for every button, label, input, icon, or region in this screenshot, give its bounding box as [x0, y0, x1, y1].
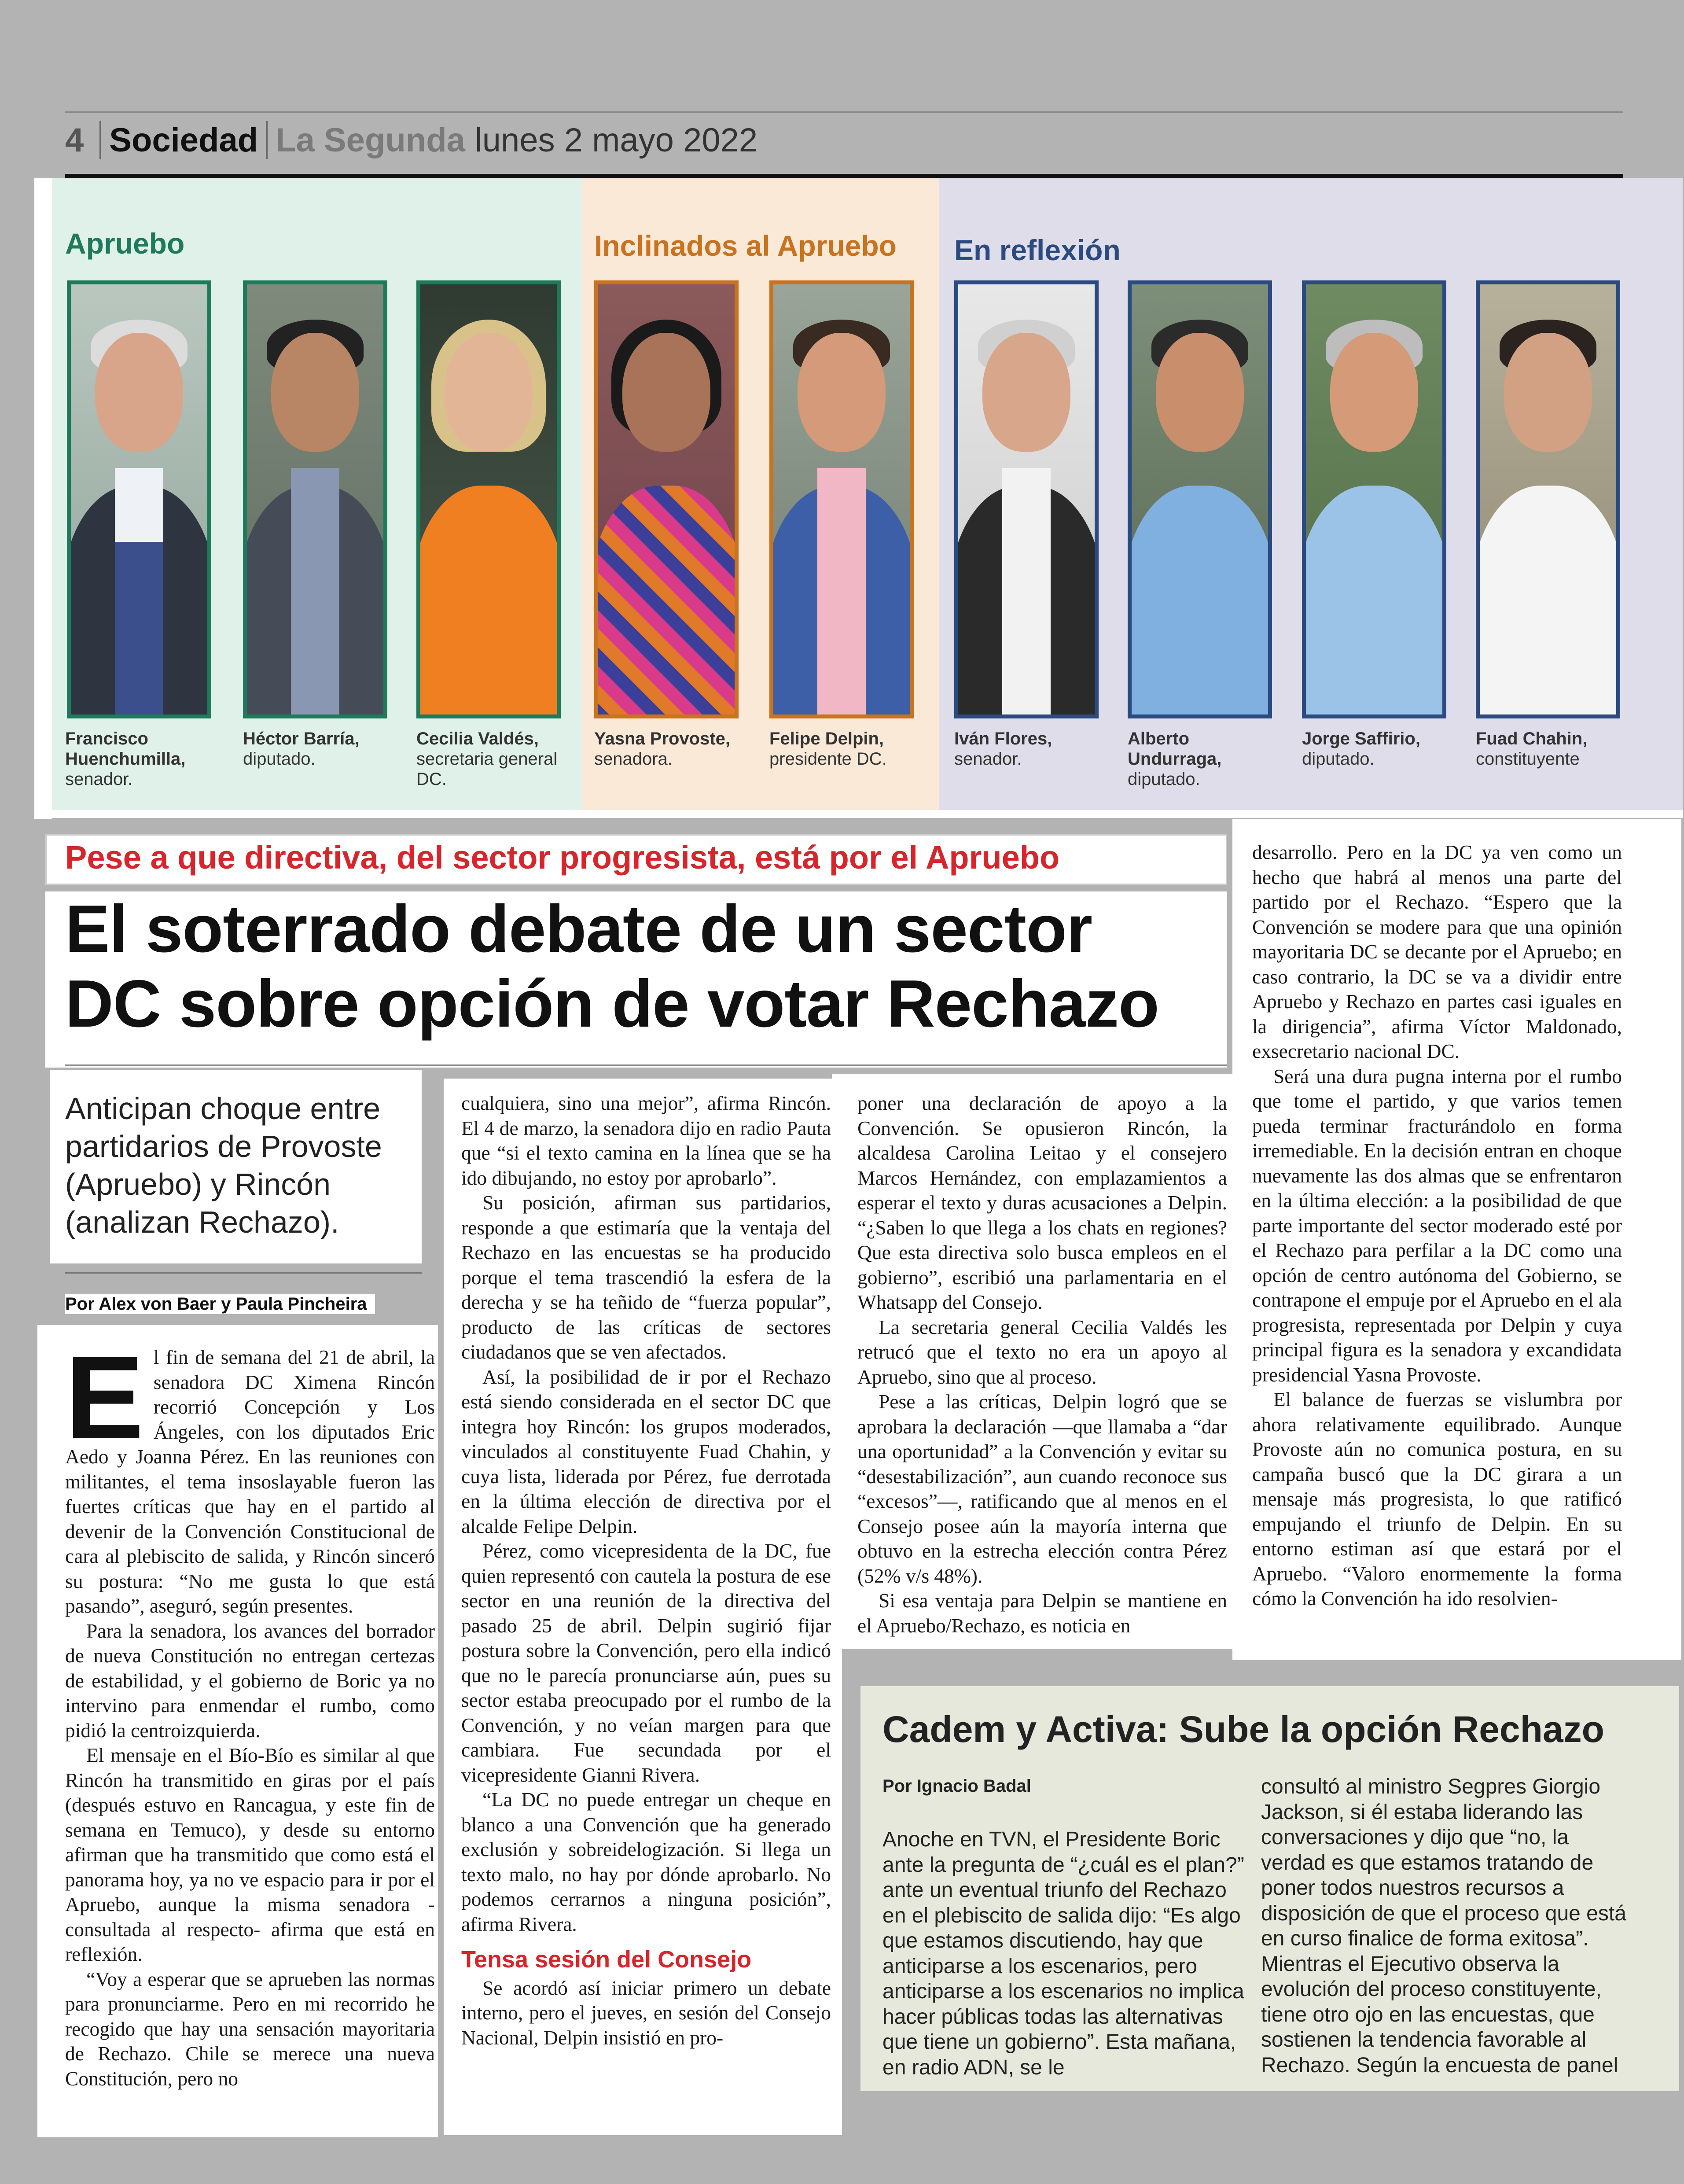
- person-role: presidente DC.: [769, 749, 887, 769]
- article-paragraph: Se acordó así iniciar primero un debate interno, pero el jueves, en sesión del Consejo Nacional, Delpin insistió en pro-: [461, 1976, 831, 2049]
- byline-authors: Alex von Baer y Paula Pincheira: [99, 1294, 367, 1314]
- article-paragraph: [65, 1331, 435, 1619]
- subheading: Tensa sesión del Consejo: [461, 1946, 752, 1973]
- article-paragraph: “La DC no puede entregar un cheque en blanco a una Convención que ha generado exclusión y sobreidelogización. Si llega un texto malo, no hay por dónde aprobarlo. No podemos cerrarnos a ninguna posición”, afirma Rivera.: [461, 1788, 831, 1935]
- deck-rule: [65, 1272, 422, 1274]
- article-paragraph: Su posición, afirman sus partidarios, responde a que estimaría que la ventaja del Rechazo en las encuestas se ha producido porque el tema trascendió la esfera de la derecha y se ha teñido de “fuerza popular”, producto de las críticas de sectores ciudadanos que se ven afectados.: [461, 1191, 831, 1363]
- portrait-photo: [416, 280, 561, 718]
- deck: Anticipan choque entre partidarios de Provoste (Apruebo) y Rincón (analizan Rechazo).: [65, 1091, 382, 1239]
- article-column-1: [65, 1331, 435, 2091]
- headline: [65, 891, 1218, 1041]
- article-paragraph: Pese a las críticas, Delpin logró que se aprobara la declaración —que llamaba a “dar una oportunidad” a la Convención y evitar su “desestabilización”, aun cuando reconoce sus “excesos”—, ratificando que al menos en el Consejo posee aún la mayoría interna que obtuvo en la estrecha elección contra Pérez (52% v/s 48%).: [857, 1390, 1227, 1587]
- portrait-caption: [769, 729, 921, 769]
- portrait-caption: [954, 729, 1106, 769]
- paper-edge: [34, 810, 1683, 818]
- article-paragraph: “Voy a esperar que se aprueben las normas para pronunciarme. Pero en mi recorrido he recogido que hay una sensación mayoritaria de Rechazo. Chile se merece una nueva Constitución, pero no: [65, 1967, 435, 2090]
- byline: [65, 1294, 375, 1314]
- portrait-photo: [769, 280, 914, 718]
- publication-name: La Segunda: [276, 121, 465, 159]
- article-paragraph: El balance de fuerzas se vislumbra por ahora relativamente equilibrado. Aunque Provoste aún no comunica postura, en su campaña buscó que la DC girara a un mensaje más progresista, lo que ratificó empujando el triunfo de Delpin. En su entorno estiman así que estará por el Apruebo. “Valoro enormemente la forma cómo la Convención ha ido resolvien-: [1252, 1388, 1622, 1609]
- header-separator: [266, 121, 268, 159]
- article-column-2: [461, 1091, 831, 2050]
- header-top-rule: [65, 111, 1623, 113]
- kicker: Pese a que directiva, del sector progresista, está por el Apruebo: [65, 839, 1060, 876]
- person-name: Francisco Huenchumilla,: [65, 729, 186, 769]
- article-paragraph: La secretaria general Cecilia Valdés les retrucó que el texto no era un apoyo al Apruebo, sino que al proceso.: [857, 1315, 1227, 1388]
- person-name: Felipe Delpin,: [769, 729, 884, 748]
- portrait-caption: [416, 729, 568, 789]
- article-column-3: [857, 1091, 1227, 1638]
- portrait-caption: [1476, 729, 1628, 769]
- article-paragraph: Será una dura pugna interna por el rumbo que tome el partido, y que varios temen pueda terminar fracturándolo en forma irremediable. En la decisión entran en choque nuevamente las dos almas que se enfrentaron en la última elección: a la posibilidad de que parte importante del sector moderado esté por el Rechazo para perfilar a la DC como una opción de centro autónoma del Gobierno, se contrapone el empuje por el Apruebo en el ala progresista, representada por Delpin y cuya principal figura es la senadora y excandidata presidencial Yasna Provoste.: [1252, 1064, 1622, 1386]
- person-role: senadora.: [594, 749, 673, 769]
- person-role: diputado.: [1128, 770, 1200, 789]
- person-role: diputado.: [243, 749, 316, 769]
- portrait-caption: [594, 729, 746, 769]
- person-role: secretaria general DC.: [416, 749, 558, 789]
- person-name: Iván Flores,: [954, 729, 1052, 748]
- portrait-photo: [594, 280, 739, 718]
- header-separator: [99, 121, 101, 159]
- person-name: Jorge Saffirio,: [1302, 729, 1420, 748]
- group-title-reflexion: En reflexión: [954, 234, 1121, 266]
- page-header: [65, 118, 757, 162]
- article-paragraph: Si esa ventaja para Delpin se mantiene en el Apruebo/Rechazo, es noticia en: [857, 1589, 1227, 1637]
- portrait-caption: [243, 729, 395, 769]
- article-paragraph: desarrollo. Pero en la DC ya ven como un hecho que habrá al menos una parte del partido por el Rechazo. “Espero que la Convención se modere para que una opinión mayoritaria DC se decante por el Apruebo; en caso contrario, la DC se va a dividir entre Apruebo y Rechazo en partes casi iguales en la dirigencia”, afirma Víctor Maldonado, exsecretario nacional DC.: [1252, 841, 1622, 1062]
- byline-prefix: Por: [65, 1294, 95, 1314]
- issue-date: lunes 2 mayo 2022: [474, 121, 758, 159]
- article-column-4: [1252, 840, 1622, 1611]
- person-name: Yasna Provoste,: [594, 729, 731, 748]
- portrait-photo: [1302, 280, 1446, 718]
- page-number: 4: [65, 121, 84, 159]
- person-name: Fuad Chahin,: [1476, 729, 1588, 748]
- person-role: constituyente: [1476, 749, 1580, 769]
- portrait-caption: [1302, 729, 1454, 769]
- portrait-caption: [65, 729, 217, 789]
- headline-rule: [65, 1064, 1227, 1066]
- person-role: diputado.: [1302, 749, 1375, 769]
- person-name: Héctor Barría,: [243, 729, 360, 748]
- article-paragraph-text: l fin de semana del 21 de abril, la senadora DC Ximena Rincón recorrió Concepción y Los Ángeles, con los diputados Eric Aedo y Joanna Pérez. En las reuniones con militantes, el tema insoslayable fueron las fuertes críticas que hay en el partido al devenir de la Convención Constitucional de cara al plebiscito de salida, y Rincón sinceró su postura: “No me gusta lo que está pasando”, aseguró, según presentes.: [65, 1346, 435, 1617]
- headline-line: DC sobre opción de votar Rechazo: [65, 966, 1159, 1041]
- portrait-photo: [243, 280, 387, 718]
- portrait-photo: [1476, 280, 1620, 718]
- article-paragraph: El mensaje en el Bío-Bío es similar al que Rincón ha transmitido en giras por el país (después estuvo en Rancagua, y este fin de semana en Temuco), y desde su entorno afirman que ha transmitido que como está el panorama hoy, ya no ve espacio para ir por el Apruebo, aunque la misma senadora -consultada al respecto- afirma que está en reflexión.: [65, 1744, 435, 1965]
- person-name: Alberto Undurraga,: [1128, 729, 1222, 769]
- article-paragraph: Pérez, como vicepresidenta de la DC, fue quien representó con cautela la postura de ese sector en una reunión de la directiva del pasado 25 de abril. Delpin sugirió fijar postura sobre la Convención, pero ella indicó que no le parecía pronunciarse aún, pues su sector estaba preocupado por el rumbo de la Convención, y no veían margen para que cambiara. Fue secundada por el vicepresidente Gianni Rivera.: [461, 1539, 831, 1786]
- person-name: Cecilia Valdés,: [416, 729, 539, 748]
- portrait-photo: [1128, 280, 1272, 718]
- group-title-inclinados: Inclinados al Apruebo: [594, 229, 897, 262]
- paper-edge: [34, 178, 52, 819]
- article-paragraph: Para la senadora, los avances del borrador de nueva Constitución no entregan certezas de estabilidad, y el gobierno de Boric ya no intervino para enmendar el rumbo, como pidió la centroizquierda.: [65, 1619, 435, 1742]
- person-role: senador.: [954, 749, 1022, 769]
- dropcap: E: [65, 1331, 144, 1463]
- article-paragraph: cualquiera, sino una mejor”, afirma Rincón. El 4 de marzo, la senadora dijo en radio Pauta que “si el texto camina en la línea que se ha ido dibujando, no estoy por aprobarlo”.: [461, 1092, 831, 1189]
- portrait-caption: [1128, 729, 1238, 789]
- portrait-photo: [954, 280, 1099, 718]
- article-paragraph: poner una declaración de apoyo a la Convención. Se opusieron Rincón, la alcaldesa Carolina Leitao y el consejero Marcos Hernández, con emplazamientos a esperar el texto y duras acusaciones a Delpin. “¿Saben lo que llega a los chats en regiones? Que esta directiva solo busca empleos en el gobierno”, escribió una parlamentaria en el Whatsapp del Consejo.: [857, 1092, 1227, 1313]
- group-title-apruebo: Apruebo: [65, 227, 185, 260]
- person-role: senador.: [65, 770, 133, 789]
- article-paragraph: Así, la posibilidad de ir por el Rechazo está siendo considerada en el sector DC que integra hoy Rincón: los grupos moderados, vinculados al constituyente Fuad Chahin, y cuya lista, liderada por Pérez, fue derrotada en la última elección de directiva por el alcalde Felipe Delpin.: [461, 1365, 831, 1537]
- section-name: Sociedad: [109, 121, 258, 159]
- portrait-photo: [67, 280, 211, 718]
- sidebar-column-1: Anoche en TVN, el Presidente Boric ante la pregunta de “¿cuál es el plan?” ante un eventual triunfo del Rechazo en el plebiscito de salida dijo: “Es algo que estamos discutiendo, hay que anticiparse a los escenarios, pero anticiparse a los escenarios no implica hacer públicas todas las alternativas que tiene un gobierno”. Esta mañana, en radio ADN, se le: [882, 1828, 1244, 2079]
- sidebar-title: Cadem y Activa: Sube la opción Rechazo: [882, 1709, 1604, 1750]
- headline-line: El soterrado debate de un sector: [65, 891, 1092, 966]
- sidebar-column-2: consultó al ministro Segpres Giorgio Jackson, si él estaba liderando las conversaciones y dijo que “no, la verdad es que estamos tratando de poner todos nuestros recursos a disposición de que el proceso que está en curso finalice de forma exitosa”. Mientras el Ejecutivo observa la evolución del proceso constituyente, tiene otro ojo en las encuestas, que sostienen la tendencia favorable al Rechazo. Según la encuesta de panel: [1261, 1775, 1626, 2077]
- sidebar-byline: Por Ignacio Badal: [882, 1776, 1031, 1796]
- header-bottom-rule: [65, 174, 1623, 178]
